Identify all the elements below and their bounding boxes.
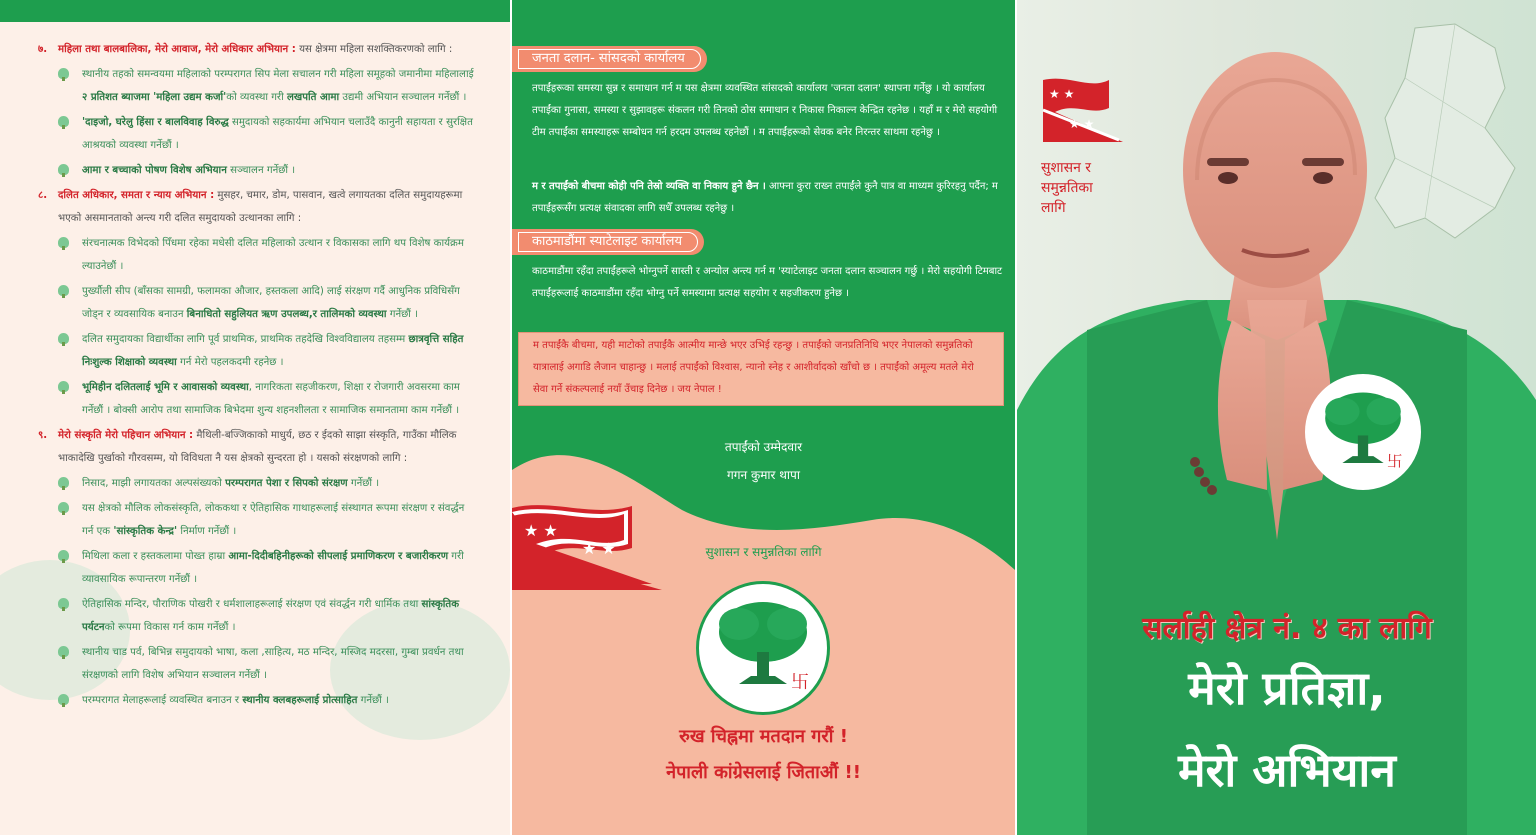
tagline-middle: सुशासन र समुन्नतिका लागि <box>705 545 822 559</box>
list-item <box>38 545 478 591</box>
item-text: स्थानीय तहको समन्वयमा महिलाको परम्परागत सिप मेला सचालन गरी महिला समूहको जमानीमा महिलालाई <box>82 69 474 80</box>
item-text: स्थानीय चाड पर्व, बिभिन्न समुदायको भाषा, कला ,साहित्य, मठ मन्दिर, मस्जिद मदरसा, गुम्बा प्रवर्धन तथा संरक्षणको लागि विशेष अभियान सञ्चालन गर्नेछौं । <box>82 647 464 681</box>
section-intro: यस क्षेत्रमा महिला सशक्तिकरणको लागि : <box>299 44 453 55</box>
section-number: ७. <box>38 44 48 55</box>
list-item <box>38 689 478 712</box>
item-text: मिथिला कला र हस्तकलामा पोख्त हाम्रा <box>82 551 229 562</box>
list-item <box>38 328 478 374</box>
left-top-bar <box>0 0 510 22</box>
manifesto-section <box>38 424 478 712</box>
item-text: दलित समुदायका विद्यार्थीका लागि पूर्व प्राथमिक, प्राथमिक तहदेखि विश्वविद्यालय तहसम्म <box>82 334 409 345</box>
list-item <box>38 159 478 182</box>
item-text: ऐतिहासिक मन्दिर, पौराणिक पोखरी र धर्मशालाहरूलाई संरक्षण एवं संवर्द्धन गरी धार्मिक तथा <box>82 599 422 610</box>
tree-bullet-icon <box>58 285 69 296</box>
list-item <box>38 280 478 326</box>
item-highlight: आमा-दिदीबहिनीहरूको सीपलाई प्रमाणिकरण र बजारीकरण <box>228 551 449 562</box>
item-highlight: छात्रवृत्ति सहित निःशुल्क शिक्षाको व्यवस्था <box>82 334 464 368</box>
manifesto-section <box>38 184 478 422</box>
item-highlight: 'सांस्कृतिक केन्द्र' <box>113 526 178 537</box>
list-item <box>38 232 478 278</box>
tree-icon <box>1308 377 1418 487</box>
item-text: गर्नेछौं । <box>347 478 380 489</box>
tree-bullet-icon <box>58 116 69 127</box>
cover-title-line1: मेरो प्रतिज्ञा, <box>1188 661 1386 715</box>
section-number: ८. <box>38 190 48 201</box>
slogan-win-congress: नेपाली कांग्रेसलाई जिताऔं !! <box>666 762 861 783</box>
item-text: निसाद, माझी लगायतका अल्पसंख्यको <box>82 478 226 489</box>
tree-icon <box>699 584 827 712</box>
paragraph-no-middleman <box>532 176 1004 220</box>
item-text: यस क्षेत्रको मौलिक लोकसंस्कृति, लोककथा र ऐतिहासिक गाथाहरूलाई संस्थागत रूपमा संरक्षण र संवर्द्धन गर्न एक <box>82 503 465 537</box>
item-text: पुर्ख्यौली सीप (बाँसका सामग्री, फलामका औजार, हस्तकला आदि) लाई संरक्षण गर्दै आधुनिक प्रविधिसँग जोड्न र व्यवसायिक बनाउन <box>82 286 460 320</box>
list-item <box>38 376 478 422</box>
tree-bullet-icon <box>58 68 69 79</box>
tagline-line: समुन्नतिका <box>1041 180 1093 196</box>
tree-bullet-icon <box>58 502 69 513</box>
constituency-subtitle: सर्लाही क्षेत्र नं. ४ का लागि <box>1142 611 1432 646</box>
section-heading <box>38 38 478 61</box>
tab-janata-dalan <box>512 46 707 72</box>
paragraph-janata-dalan: तपाईंहरूका समस्या सुन्न र समाधान गर्न म यस क्षेत्रमा व्यवस्थित सांसदको कार्यालय 'जनता दलान' स्थापना गर्नेछु । यो कार्यालय तपाईंका गुनासा, समस्या र सुझावहरू संकलन गरी तिनको ठोस समाधान र निकास निकाल्न केन्द्रित रहनेछ । यहाँ म र मेरो सहयोगी टीम तपाईंका समस्याहरू सम्बोधन गर्न हरदम उपलब्ध रहनेछौं । म तपाईंहरूको सेवक बनेर निरन्तर साथमा रहनेछु । <box>532 83 998 138</box>
svg-text:★ ★: ★ ★ <box>524 521 558 540</box>
item-text: को रूपमा विकास गर्न काम गर्नेछौं । <box>104 622 236 633</box>
cover-panel <box>1017 0 1536 835</box>
item-text: को व्यवस्था गरी <box>226 92 287 103</box>
item-text: , नागरिकता सहजीकरण, शिक्षा र रोजगारी अवसरमा काम गर्नेछौं । बोक्सी आरोप तथा सामाजिक बिभेदमा शुन्य शहनशीलता र सामाजिक समानतामा काम गर्नेछौं । <box>82 382 460 416</box>
manifesto-section <box>38 38 478 182</box>
svg-text:★ ★: ★ ★ <box>582 539 616 558</box>
item-highlight: लखपति आमा <box>286 92 340 103</box>
item-text: गरी व्यावसायिक रूपान्तरण गर्नेछौं । <box>82 551 464 585</box>
item-text: उद्यमी अभियान सञ्चालन गर्नेछौं । <box>339 92 467 103</box>
item-highlight: परम्परागत पेशा र सिपको संरक्षण <box>225 478 348 489</box>
left-panel <box>0 0 510 835</box>
slogan-vote-tree: रुख चिह्नमा मतदान गरौं ! <box>679 726 848 747</box>
tab-label: जनता दलान- सांसदको कार्यालय <box>532 51 685 66</box>
paragraph-satellite: काठमाडौंमा रहँदा तपाईंहरूले भोग्नुपर्ने सास्ती र अन्योल अन्त्य गर्न म 'स्याटेलाइट जनता दलान सञ्चालन गर्छु । मेरो सहयोगी टिमबाट तपाईंहरूलाई काठमाडौंमा रहँदा भोग्नु पर्ने समस्यामा प्रत्यक्ष सहयोग र सहजीकरण हुनेछ । <box>532 266 1003 299</box>
tree-bullet-icon <box>58 477 69 488</box>
tagline-line: लागि <box>1041 200 1066 216</box>
list-item <box>38 111 478 157</box>
item-text: सञ्चालन गर्नेछौं । <box>226 165 296 176</box>
candidate-name: गगन कुमार थापा <box>727 468 800 482</box>
bold-statement: म र तपाईंको बीचमा कोही पनि तेस्रो व्यक्ति वा निकाय हुने छैन । <box>532 181 766 192</box>
section-title: मेरो संस्कृति मेरो पहिचान अभियान : <box>58 430 194 441</box>
tree-bullet-icon <box>58 333 69 344</box>
manifesto-list <box>38 38 478 714</box>
item-highlight: भूमिहीन दलितलाई भूमि र आवासको व्यवस्था <box>82 382 249 393</box>
item-highlight: स्थानीय क्लबहरूलाई प्रोत्साहित <box>242 695 358 706</box>
section-title: महिला तथा बालबालिका, मेरो आवाज, मेरो अधिकार अभियान : <box>58 44 296 55</box>
tree-bullet-icon <box>58 164 69 175</box>
tagline-line: सुशासन र <box>1041 160 1092 176</box>
tree-symbol-circle <box>696 581 830 715</box>
tree-bullet-icon <box>58 598 69 609</box>
tree-symbol-badge <box>1305 374 1421 490</box>
list-item <box>38 593 478 639</box>
section-number: ९. <box>38 430 48 441</box>
item-text: गर्नेछौं । <box>386 309 418 320</box>
item-highlight: सांस्कृतिक पर्यटन <box>82 599 460 633</box>
item-highlight: बिनाधितो सहुलियत ऋण उपलब्ध,र तालिमको व्यवस्था <box>186 309 387 320</box>
svg-text:卐: 卐 <box>791 672 809 693</box>
tree-bullet-icon <box>58 550 69 561</box>
item-highlight: आमा र बच्चाको पोषण विशेष अभियान <box>82 165 227 176</box>
item-text: गर्नेछौं । <box>357 695 389 706</box>
section-intro: मैथिली-बज्जिकाको माधुर्य, छठ र ईदको साझा संस्कृति, गाउँका मौलिक भाकादेखि पुर्खाको गौरवसम्म, यो विविधता नै यस क्षेत्रको सुन्दरता हो । यसको संरक्षणको लागि : <box>58 430 457 464</box>
item-text: संरचनात्मक विभेदको पिँधमा रहेका मधेसी दलित महिलाको उत्थान र विकासका लागि थप विशेष कार्यक्रम ल्याउनेछौं । <box>82 238 464 272</box>
item-text: समुदायको सहकार्यमा अभियान चलाउँदै कानुनी सहायता र सुरक्षित आश्रयको व्यवस्था गर्नेछौं । <box>82 117 473 151</box>
list-item <box>38 63 478 109</box>
list-item <box>38 641 478 687</box>
middle-panel <box>512 0 1015 835</box>
item-text: गर्न मेरो पहलकदमी रहनेछ । <box>176 357 284 368</box>
item-highlight: 'दाइजो, घरेलु हिंसा र बालविवाह विरुद्ध <box>82 117 229 128</box>
cover-title-line2: मेरो अभियान <box>1178 743 1396 797</box>
tab-satellite-office <box>512 229 704 255</box>
section-title: दलित अधिकार, समता र न्याय अभियान : <box>58 190 215 201</box>
pledge-box: म तपाईंकै बीचमा, यही माटोको तपाईंकै आत्मीय मान्छे भएर उभिई रहन्छु । तपाईंको जनप्रतिनिधि भएर नेपालको समुन्नतिको यात्रालाई अगाडि लैजान चाहान्छु । मलाई तपाईंको विश्वास, न्यानो स्नेह र आशीर्वादको खाँचो छ । तपाईंको अमूल्य मतले मेरो सेवा गर्ने संकल्पलाई नयाँ उँचाइ दिनेछ । जय नेपाल ! <box>518 332 1004 406</box>
section-heading <box>38 424 478 470</box>
svg-text:卐: 卐 <box>1387 452 1403 471</box>
tree-bullet-icon <box>58 381 69 392</box>
list-item <box>38 472 478 495</box>
section-heading <box>38 184 478 230</box>
tree-bullet-icon <box>58 237 69 248</box>
item-text: परम्परागत मेलाहरूलाई व्यवस्थित बनाउन र <box>82 695 243 706</box>
tree-bullet-icon <box>58 646 69 657</box>
tab-label: काठमाडौंमा स्याटेलाइट कार्यालय <box>532 234 683 249</box>
list-item <box>38 497 478 543</box>
svg-text:★ ★: ★ ★ <box>1069 117 1095 131</box>
statement-rest: आफ्ना कुरा राख्न तपाईंले कुनै पात्र वा माध्यम कुरिरहनु पर्दैन; म तपाईंहरूसँग प्रत्यक्ष संवादका लागि सधैँ उपलब्ध रहनेछु । <box>532 181 998 214</box>
candidate-label: तपाईंको उम्मेदवार <box>724 440 803 454</box>
svg-text:★ ★: ★ ★ <box>1049 87 1075 101</box>
item-text: निर्माण गर्नेछौं । <box>177 526 237 537</box>
item-highlight: २ प्रतिशत ब्याजमा 'महिला उद्यम कर्जा' <box>82 92 227 103</box>
section-intro: मुसहर, चमार, डोम, पासवान, खत्वे लगायतका दलित समुदायहरूमा भएको असमानताको अन्त्य गरी दलित समुदायको उत्थानका लागि : <box>58 190 463 224</box>
tree-bullet-icon <box>58 694 69 705</box>
